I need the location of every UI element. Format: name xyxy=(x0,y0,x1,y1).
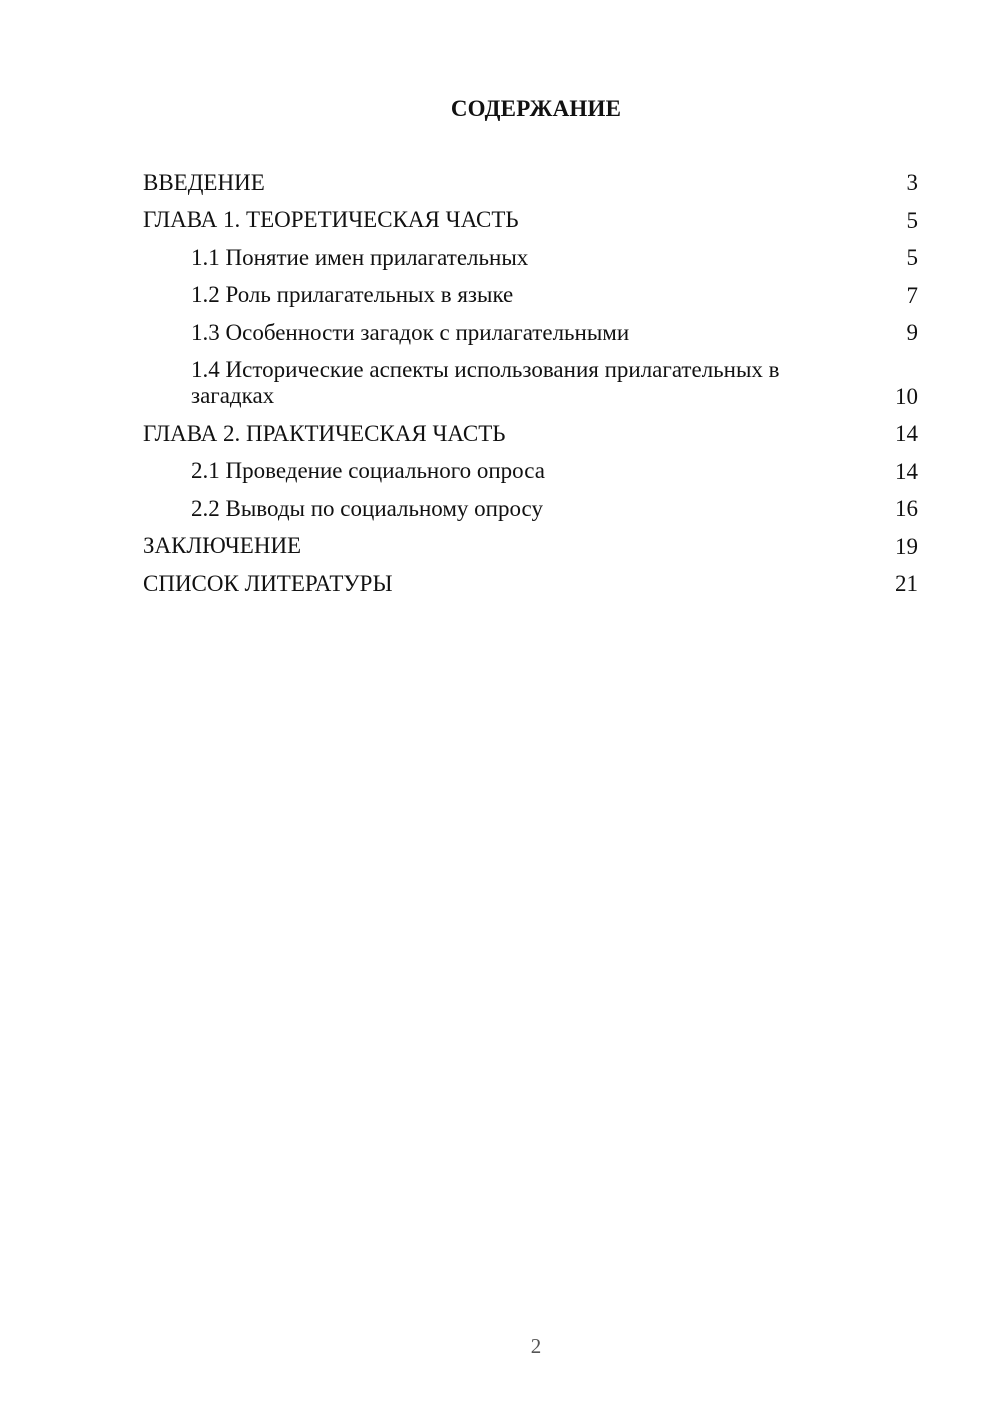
toc-entry-section-2-2[interactable] xyxy=(143,496,918,533)
toc-entry-page: 14 xyxy=(895,458,918,484)
table-of-contents xyxy=(143,170,918,608)
toc-entry-page: 16 xyxy=(895,496,918,522)
toc-entry-label: 1.3 Особенности загадок с прилагательными xyxy=(191,319,630,345)
toc-entry-section-1-2[interactable] xyxy=(143,282,918,319)
toc-entry-section-1-1[interactable] xyxy=(143,245,918,282)
toc-entry-page: 19 xyxy=(895,533,918,559)
toc-entry-section-1-4[interactable] xyxy=(143,357,918,421)
toc-entry-label: ЗАКЛЮЧЕНИЕ xyxy=(143,533,302,559)
toc-entry-page: 10 xyxy=(895,383,918,409)
toc-entry-page: 5 xyxy=(906,245,918,271)
toc-entry-conclusion[interactable] xyxy=(143,533,918,570)
toc-entry-label: 2.1 Проведение социального опроса xyxy=(191,458,545,484)
toc-entry-label: 2.2 Выводы по социальному опросу xyxy=(191,495,543,521)
toc-entry-page: 9 xyxy=(906,319,918,345)
toc-entry-chapter-1[interactable] xyxy=(143,207,918,244)
toc-entry-label: ГЛАВА 1. ТЕОРЕТИЧЕСКАЯ ЧАСТЬ xyxy=(143,207,519,233)
toc-entry-label: 1.4 Исторические аспекты использования прилагательных в загадках xyxy=(191,356,780,408)
toc-entry-chapter-2[interactable] xyxy=(143,421,918,458)
toc-entry-section-2-1[interactable] xyxy=(143,458,918,495)
toc-entry-label: 1.1 Понятие имен прилагательных xyxy=(191,244,529,270)
page-number: 2 xyxy=(530,1334,542,1358)
toc-title: СОДЕРЖАНИЕ xyxy=(450,96,622,121)
toc-entry-page: 7 xyxy=(906,282,918,308)
toc-entry-introduction[interactable] xyxy=(143,170,918,207)
toc-entry-section-1-3[interactable] xyxy=(143,320,918,357)
toc-entry-label: ВВЕДЕНИЕ xyxy=(143,170,265,195)
toc-entry-page: 5 xyxy=(906,207,918,233)
toc-entry-references[interactable] xyxy=(143,571,918,608)
toc-entry-label: СПИСОК ЛИТЕРАТУРЫ xyxy=(143,570,393,596)
toc-entry-label: ГЛАВА 2. ПРАКТИЧЕСКАЯ ЧАСТЬ xyxy=(143,420,506,446)
toc-entry-label: 1.2 Роль прилагательных в языке xyxy=(191,282,514,308)
toc-entry-page: 3 xyxy=(906,170,918,196)
toc-entry-page: 21 xyxy=(895,570,918,596)
toc-entry-page: 14 xyxy=(895,421,918,447)
